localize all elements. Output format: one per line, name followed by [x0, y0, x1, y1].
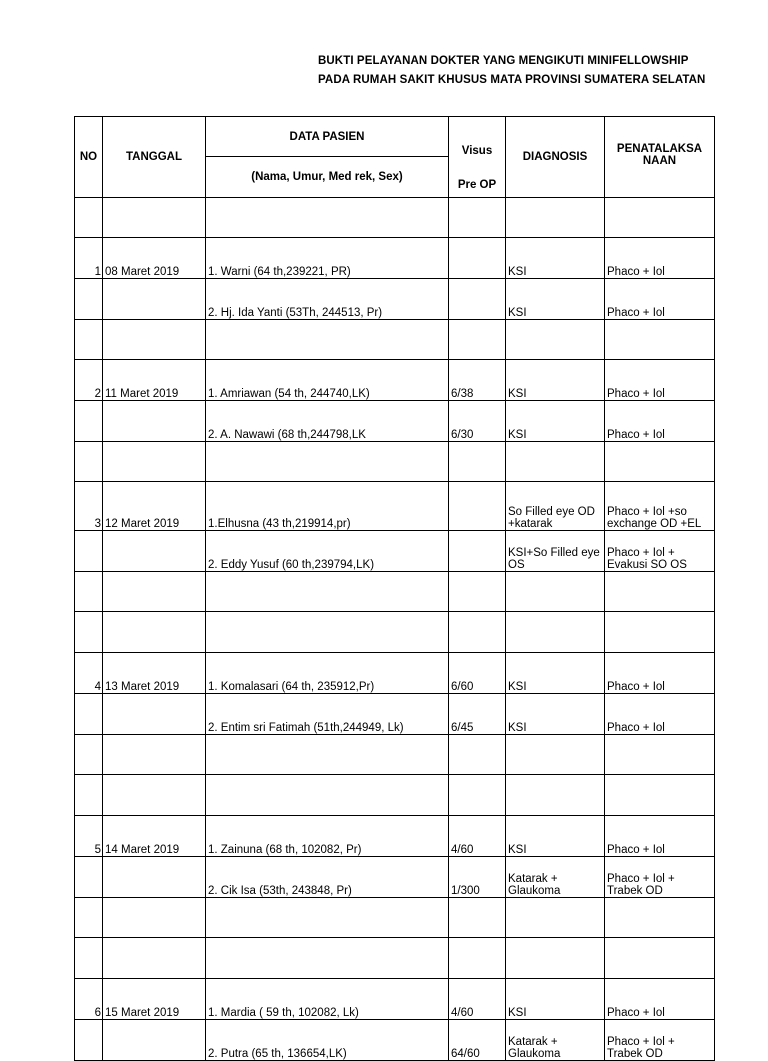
- header-penatalaksanaan-line1: PENATALAKSA: [616, 143, 703, 155]
- cell-visus: 6/45: [449, 694, 506, 735]
- cell-pasien: 2. A. Nawawi (68 th,244798,LK: [206, 401, 449, 442]
- cell-pasien: 2. Eddy Yusuf (60 th,239794,LK): [206, 531, 449, 572]
- cell-tanggal: 15 Maret 2019: [103, 979, 206, 1020]
- spacer-row: [75, 898, 715, 938]
- cell-visus: 6/60: [449, 653, 506, 694]
- spacer-row: [75, 735, 715, 775]
- cell-no: [75, 857, 103, 898]
- cell-pasien: 2. Entim sri Fatimah (51th,244949, Lk): [206, 694, 449, 735]
- cell-no: 5: [75, 816, 103, 857]
- cell-tanggal: [103, 694, 206, 735]
- cell-tanggal: [103, 279, 206, 320]
- spacer-row: [75, 442, 715, 482]
- spacer-row: [75, 775, 715, 816]
- cell-pasien: 1. Mardia ( 59 th, 102082, Lk): [206, 979, 449, 1020]
- cell-pasien: 2. Cik Isa (53th, 243848, Pr): [206, 857, 449, 898]
- spacer-row: [75, 320, 715, 360]
- cell-visus: [449, 238, 506, 279]
- cell-no: [75, 531, 103, 572]
- header-penatalaksanaan-line2: NAAN: [642, 155, 677, 167]
- cell-pasien: 1.Elhusna (43 th,219914,pr): [206, 482, 449, 531]
- cell-diagnosis: KSI: [506, 653, 605, 694]
- cell-tanggal: 11 Maret 2019: [103, 360, 206, 401]
- table-row: [75, 816, 715, 857]
- title-line-1: BUKTI PELAYANAN DOKTER YANG MENGIKUTI MINIFELLOWSHIP: [318, 55, 689, 67]
- cell-no: [75, 279, 103, 320]
- cell-visus: 6/30: [449, 401, 506, 442]
- spacer-row: [75, 612, 715, 653]
- header-no: NO: [75, 117, 103, 198]
- cell-no: 4: [75, 653, 103, 694]
- cell-penatalaksanaan: Phaco + Iol: [605, 401, 715, 442]
- table-row: [75, 279, 715, 320]
- document-title: [318, 52, 768, 90]
- header-penatalaksanaan: [605, 117, 715, 198]
- cell-pasien: 2. Putra (65 th, 136654,LK): [206, 1020, 449, 1061]
- cell-penatalaksanaan: Phaco + Iol + Trabek OD: [605, 857, 715, 898]
- header-visus-label: Visus: [461, 145, 493, 157]
- patient-service-table: [74, 116, 715, 1061]
- spacer-row: [75, 198, 715, 238]
- cell-penatalaksanaan: Phaco + Iol: [605, 279, 715, 320]
- cell-visus: [449, 482, 506, 531]
- cell-visus: 4/60: [449, 816, 506, 857]
- cell-diagnosis: Katarak + Glaukoma: [506, 1020, 605, 1061]
- spacer-row: [75, 938, 715, 979]
- table-row: [75, 238, 715, 279]
- cell-diagnosis: Katarak + Glaukoma: [506, 857, 605, 898]
- spacer-row: [75, 572, 715, 612]
- cell-diagnosis: KSI+So Filled eye OS: [506, 531, 605, 572]
- cell-penatalaksanaan: Phaco + Iol: [605, 816, 715, 857]
- cell-visus: 64/60: [449, 1020, 506, 1061]
- header-data-pasien-sub: (Nama, Umur, Med rek, Sex): [206, 157, 449, 198]
- cell-tanggal: [103, 531, 206, 572]
- table-row: [75, 857, 715, 898]
- table-row: [75, 531, 715, 572]
- cell-tanggal: 12 Maret 2019: [103, 482, 206, 531]
- table-row: [75, 653, 715, 694]
- cell-penatalaksanaan: Phaco + Iol: [605, 653, 715, 694]
- cell-pasien: 1. Amriawan (54 th, 244740,LK): [206, 360, 449, 401]
- cell-tanggal: [103, 401, 206, 442]
- cell-penatalaksanaan: Phaco + Iol: [605, 360, 715, 401]
- cell-no: 3: [75, 482, 103, 531]
- cell-tanggal: [103, 1020, 206, 1061]
- cell-tanggal: 08 Maret 2019: [103, 238, 206, 279]
- cell-penatalaksanaan: Phaco + Iol + Evakusi SO OS: [605, 531, 715, 572]
- title-line-2: PADA RUMAH SAKIT KHUSUS MATA PROVINSI SUMATERA SELATAN: [318, 74, 706, 86]
- header-row-top: [75, 117, 715, 157]
- cell-pasien: 1. Warni (64 th,239221, PR): [206, 238, 449, 279]
- cell-visus: 6/38: [449, 360, 506, 401]
- header-tanggal: TANGGAL: [103, 117, 206, 198]
- cell-penatalaksanaan: Phaco + Iol + Trabek OD: [605, 1020, 715, 1061]
- cell-pasien: 2. Hj. Ida Yanti (53Th, 244513, Pr): [206, 279, 449, 320]
- cell-visus: [449, 531, 506, 572]
- cell-diagnosis: KSI: [506, 238, 605, 279]
- cell-penatalaksanaan: Phaco + Iol: [605, 979, 715, 1020]
- cell-penatalaksanaan: Phaco + Iol: [605, 238, 715, 279]
- table-row: [75, 694, 715, 735]
- cell-diagnosis: So Filled eye OD +katarak: [506, 482, 605, 531]
- cell-diagnosis: KSI: [506, 360, 605, 401]
- table-row: [75, 1020, 715, 1061]
- table-row: [75, 360, 715, 401]
- table-row: [75, 979, 715, 1020]
- cell-tanggal: 14 Maret 2019: [103, 816, 206, 857]
- cell-diagnosis: KSI: [506, 401, 605, 442]
- cell-diagnosis: KSI: [506, 279, 605, 320]
- cell-no: [75, 401, 103, 442]
- cell-diagnosis: KSI: [506, 979, 605, 1020]
- table-row: [75, 401, 715, 442]
- cell-visus: 1/300: [449, 857, 506, 898]
- header-diagnosis: DIAGNOSIS: [506, 117, 605, 198]
- cell-no: [75, 1020, 103, 1061]
- table-row: [75, 482, 715, 531]
- cell-no: 2: [75, 360, 103, 401]
- cell-tanggal: [103, 857, 206, 898]
- cell-pasien: 1. Zainuna (68 th, 102082, Pr): [206, 816, 449, 857]
- header-visus: [449, 117, 506, 198]
- cell-diagnosis: KSI: [506, 816, 605, 857]
- cell-no: 6: [75, 979, 103, 1020]
- cell-no: 1: [75, 238, 103, 279]
- cell-tanggal: 13 Maret 2019: [103, 653, 206, 694]
- header-data-pasien: DATA PASIEN: [206, 117, 449, 157]
- cell-diagnosis: KSI: [506, 694, 605, 735]
- cell-visus: [449, 279, 506, 320]
- cell-penatalaksanaan: Phaco + Iol +so exchange OD +EL: [605, 482, 715, 531]
- cell-pasien: 1. Komalasari (64 th, 235912,Pr): [206, 653, 449, 694]
- cell-visus: 4/60: [449, 979, 506, 1020]
- cell-penatalaksanaan: Phaco + Iol: [605, 694, 715, 735]
- cell-no: [75, 694, 103, 735]
- header-visus-sub: Pre OP: [457, 179, 497, 191]
